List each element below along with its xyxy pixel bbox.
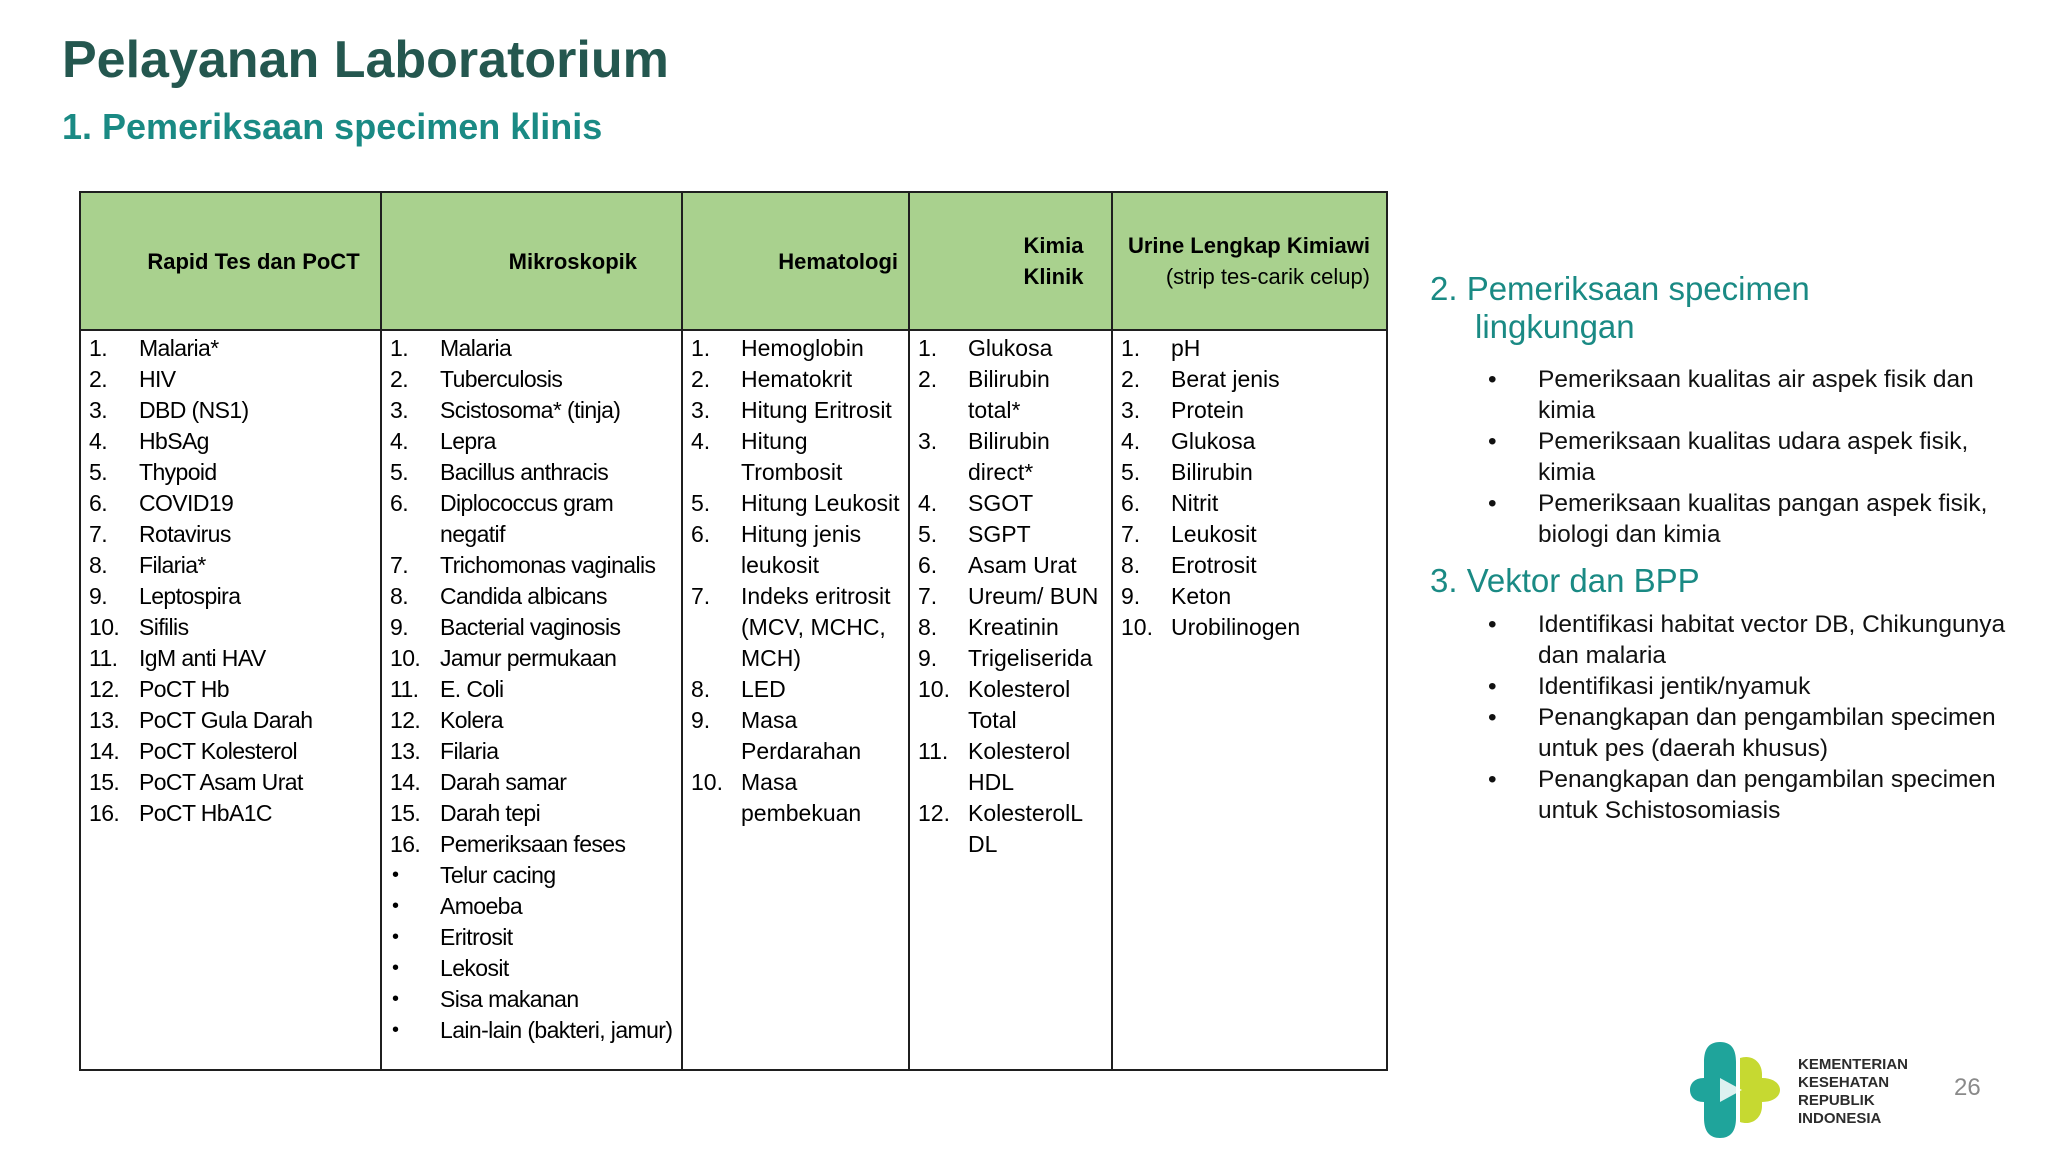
bullet-icon: • [1488, 490, 1497, 517]
page-number: 26 [1954, 1074, 1981, 1101]
item-number: 2. [89, 366, 107, 392]
item-label: Filaria [440, 738, 499, 764]
mikroskopik-item [382, 364, 681, 395]
item-label: Hitung jenis leukosit [741, 521, 862, 578]
item-label: Lekosit [440, 955, 509, 981]
item-label: PoCT Kolesterol [139, 738, 298, 764]
item-label: SGPT [968, 521, 1031, 547]
item-number: 4. [89, 428, 107, 454]
kimia-klinik-list [910, 331, 1111, 860]
item-number: 16. [390, 831, 421, 857]
mikroskopik-item [382, 395, 681, 426]
feses-subitem [382, 891, 681, 922]
item-number: 5. [89, 459, 107, 485]
kimia-item [910, 364, 1111, 426]
section-2-list [1488, 364, 2008, 550]
item-label: Bacterial vaginosis [440, 614, 621, 640]
item-label: Amoeba [440, 893, 523, 919]
urine-item [1113, 488, 1386, 519]
item-label: HIV [139, 366, 176, 392]
item-label: Masa Perdarahan [741, 707, 862, 764]
section-3-list [1488, 609, 2008, 826]
section2-item [1488, 426, 2008, 488]
item-label: Nitrit [1171, 490, 1219, 516]
bullet-icon: • [392, 895, 399, 917]
mikroskopik-item [382, 736, 681, 767]
urine-item [1113, 581, 1386, 612]
item-label: Urobilinogen [1171, 614, 1301, 640]
item-label: Protein [1171, 397, 1244, 423]
item-label: Sifilis [139, 614, 189, 640]
hematologi-item [683, 705, 908, 767]
item-label: Tuberculosis [440, 366, 563, 392]
item-label: Indeks eritrosit (MCV, MCHC, MCH) [741, 583, 891, 671]
hematologi-item [683, 767, 908, 829]
hematologi-item [683, 333, 908, 364]
item-number: 9. [918, 645, 938, 671]
item-label: Lain-lain (bakteri, jamur) [440, 1017, 673, 1043]
item-number: 5. [1121, 459, 1141, 485]
item-label: Candida albicans [440, 583, 607, 609]
mikroskopik-item [382, 798, 681, 829]
item-label: Kolera [440, 707, 503, 733]
kimia-item [910, 612, 1111, 643]
cell-rapid-test [80, 330, 381, 1070]
item-number: 11. [390, 676, 419, 702]
hematologi-item [683, 674, 908, 705]
bullet-icon: • [392, 988, 399, 1010]
item-label: Malaria* [139, 335, 219, 361]
item-number: 10. [390, 645, 421, 671]
item-label: Rotavirus [139, 521, 231, 547]
item-text: Identifikasi habitat vector DB, Chikungunya dan malaria [1538, 611, 2006, 669]
urine-item [1113, 612, 1386, 643]
item-number: 8. [89, 552, 107, 578]
item-number: 4. [918, 490, 938, 516]
item-label: Pemeriksaan feses [440, 831, 626, 857]
item-label: Jamur permukaan [440, 645, 617, 671]
item-label: Bilirubin total* [968, 366, 1050, 423]
feses-subitem [382, 984, 681, 1015]
item-label: Hitung Eritrosit [741, 397, 892, 423]
item-number: 9. [691, 707, 711, 733]
bullet-icon: • [392, 926, 399, 948]
kimia-item [910, 333, 1111, 364]
section-2-heading: 2. Pemeriksaan specimen lingkungan [1430, 270, 1810, 345]
feses-subitem [382, 922, 681, 953]
item-number: 9. [1121, 583, 1141, 609]
item-number: 14. [390, 769, 421, 795]
bullet-icon: • [392, 864, 399, 886]
section2-item [1488, 488, 2008, 550]
item-text: Pemeriksaan kualitas udara aspek fisik, kimia [1538, 428, 1969, 486]
item-number: 2. [691, 366, 711, 392]
feses-subitem [382, 1015, 681, 1046]
hematologi-list [683, 331, 908, 829]
item-text: Identifikasi jentik/nyamuk [1538, 673, 1811, 700]
item-label: Hitung Trombosit [741, 428, 843, 485]
mikroskopik-list [382, 331, 681, 860]
rapid-test-item [81, 457, 380, 488]
item-number: 1. [89, 335, 107, 361]
bullet-icon: • [1488, 704, 1497, 731]
item-label: Malaria [440, 335, 512, 361]
item-number: 1. [390, 335, 408, 361]
kemenkes-logo-icon [1690, 1040, 1780, 1140]
urine-item [1113, 333, 1386, 364]
item-label: COVID19 [139, 490, 234, 516]
item-number: 13. [390, 738, 421, 764]
mikroskopik-item [382, 829, 681, 860]
item-number: 14. [89, 738, 120, 764]
rapid-test-item [81, 736, 380, 767]
item-label: Scistosoma* (tinja) [440, 397, 621, 423]
item-number: 2. [390, 366, 408, 392]
hematologi-item [683, 488, 908, 519]
item-number: 7. [691, 583, 711, 609]
item-number: 6. [691, 521, 711, 547]
header-mikroskopik: Mikroskopik [381, 192, 682, 330]
page-title: Pelayanan Laboratorium [62, 31, 669, 89]
item-label: SGOT [968, 490, 1034, 516]
rapid-test-list [81, 331, 380, 829]
hematologi-item [683, 581, 908, 674]
kimia-item [910, 550, 1111, 581]
section3-item [1488, 671, 2008, 702]
item-label: Trigeliserida [968, 645, 1093, 671]
item-number: 1. [918, 335, 938, 361]
rapid-test-item [81, 705, 380, 736]
item-label: Sisa makanan [440, 986, 579, 1012]
mikroskopik-item [382, 674, 681, 705]
header-kimia-klinik: Kimia Klinik [909, 192, 1112, 330]
table-header-row [80, 192, 1387, 330]
rapid-test-item [81, 612, 380, 643]
lab-services-table [79, 191, 1388, 1071]
item-number: 12. [89, 676, 120, 702]
mikroskopik-item [382, 333, 681, 364]
cell-mikroskopik [381, 330, 682, 1070]
kimia-item [910, 736, 1111, 798]
item-number: 15. [390, 800, 421, 826]
item-label: Bacillus anthracis [440, 459, 609, 485]
item-label: Glukosa [1171, 428, 1256, 454]
mikroskopik-item [382, 612, 681, 643]
bullet-icon: • [1488, 366, 1497, 393]
item-label: LED [741, 676, 786, 702]
item-number: 13. [89, 707, 120, 733]
bullet-icon: • [1488, 766, 1497, 793]
item-number: 10. [918, 676, 950, 702]
table-body-row [80, 330, 1387, 1070]
item-number: 5. [390, 459, 408, 485]
item-label: Darah tepi [440, 800, 541, 826]
item-label: Kreatinin [968, 614, 1059, 640]
item-number: 3. [691, 397, 711, 423]
item-label: Asam Urat [968, 552, 1077, 578]
kimia-item [910, 581, 1111, 612]
rapid-test-item [81, 581, 380, 612]
item-label: Bilirubin direct* [968, 428, 1050, 485]
urine-item [1113, 364, 1386, 395]
item-label: Masa pembekuan [741, 769, 862, 826]
feses-subitem [382, 953, 681, 984]
item-label: HbSAg [139, 428, 209, 454]
item-number: 5. [918, 521, 938, 547]
item-text: Penangkapan dan pengambilan specimen untuk Schistosomiasis [1538, 766, 1996, 824]
item-label: IgM anti HAV [139, 645, 266, 671]
item-number: 2. [1121, 366, 1141, 392]
cell-urine [1112, 330, 1387, 1070]
urine-item [1113, 457, 1386, 488]
logo-text: KEMENTERIAN KESEHATAN REPUBLIK INDONESIA [1798, 1056, 1909, 1127]
item-number: 3. [918, 428, 938, 454]
item-number: 6. [1121, 490, 1141, 516]
item-label: Kolesterol Total [968, 676, 1071, 733]
mikroskopik-item [382, 767, 681, 798]
item-number: 9. [89, 583, 107, 609]
item-number: 11. [89, 645, 118, 671]
item-label: Glukosa [968, 335, 1053, 361]
item-number: 12. [390, 707, 421, 733]
kimia-item [910, 426, 1111, 488]
item-label: Keton [1171, 583, 1232, 609]
urine-item [1113, 395, 1386, 426]
item-number: 8. [1121, 552, 1141, 578]
item-number: 4. [1121, 428, 1141, 454]
item-number: 6. [918, 552, 938, 578]
item-text: Penangkapan dan pengambilan specimen untuk pes (daerah khusus) [1538, 704, 1996, 762]
mikroskopik-item [382, 488, 681, 550]
mikroskopik-item [382, 581, 681, 612]
item-label: Berat jenis [1171, 366, 1280, 392]
item-label: Diplococcus gram negatif [440, 490, 614, 547]
cell-kimia-klinik [909, 330, 1112, 1070]
item-label: Kolesterol HDL [968, 738, 1071, 795]
item-number: 7. [390, 552, 408, 578]
item-number: 7. [1121, 521, 1141, 547]
bullet-icon: • [392, 957, 399, 979]
item-number: 3. [390, 397, 408, 423]
hematologi-item [683, 519, 908, 581]
item-label: PoCT HbA1C [139, 800, 272, 826]
kimia-item [910, 519, 1111, 550]
item-number: 8. [918, 614, 938, 640]
rapid-test-item [81, 643, 380, 674]
item-label: DBD (NS1) [139, 397, 249, 423]
item-number: 3. [1121, 397, 1141, 423]
kimia-item [910, 798, 1111, 860]
item-number: 10. [691, 769, 723, 795]
item-number: 6. [390, 490, 408, 516]
item-label: Hematokrit [741, 366, 853, 392]
item-number: 9. [390, 614, 408, 640]
item-label: Ureum/ BUN [968, 583, 1099, 609]
item-number: 7. [918, 583, 938, 609]
feses-subitem [382, 860, 681, 891]
item-number: 15. [89, 769, 120, 795]
item-number: 1. [1121, 335, 1141, 361]
rapid-test-item [81, 798, 380, 829]
item-label: Thypoid [139, 459, 217, 485]
section3-item [1488, 764, 2008, 826]
hematologi-item [683, 426, 908, 488]
section-1-heading: 1. Pemeriksaan specimen klinis [62, 106, 603, 147]
item-label: E. Coli [440, 676, 504, 702]
urine-item [1113, 519, 1386, 550]
section3-item [1488, 609, 2008, 671]
item-text: Pemeriksaan kualitas air aspek fisik dan kimia [1538, 366, 1974, 424]
header-rapid-test: Rapid Tes dan PoCT [80, 192, 381, 330]
kimia-item [910, 643, 1111, 674]
rapid-test-item [81, 674, 380, 705]
rapid-test-item [81, 550, 380, 581]
rapid-test-item [81, 519, 380, 550]
feses-sublist [382, 860, 681, 1046]
item-label: Trichomonas vaginalis [440, 552, 656, 578]
urine-item [1113, 426, 1386, 457]
cell-hematologi [682, 330, 909, 1070]
item-number: 8. [390, 583, 408, 609]
item-label: Leukosit [1171, 521, 1257, 547]
item-number: 16. [89, 800, 120, 826]
mikroskopik-item [382, 550, 681, 581]
mikroskopik-item [382, 426, 681, 457]
header-hematologi: Hematologi [682, 192, 909, 330]
mikroskopik-item [382, 643, 681, 674]
item-number: 4. [390, 428, 408, 454]
item-number: 10. [89, 614, 120, 640]
item-label: PoCT Asam Urat [139, 769, 303, 795]
item-number: 3. [89, 397, 107, 423]
section-3-heading: 3. Vektor dan BPP [1430, 562, 1700, 599]
item-label: Hitung Leukosit [741, 490, 900, 516]
mikroskopik-item [382, 457, 681, 488]
item-label: Bilirubin [1171, 459, 1253, 485]
item-label: Leptospira [139, 583, 241, 609]
bullet-icon: • [1488, 611, 1497, 638]
mikroskopik-item [382, 705, 681, 736]
rapid-test-item [81, 488, 380, 519]
section2-item [1488, 364, 2008, 426]
item-label: pH [1171, 335, 1201, 361]
item-number: 8. [691, 676, 711, 702]
bullet-icon: • [392, 1019, 399, 1041]
item-number: 1. [691, 335, 711, 361]
kimia-item [910, 674, 1111, 736]
hematologi-item [683, 395, 908, 426]
item-number: 2. [918, 366, 938, 392]
item-label: PoCT Gula Darah [139, 707, 313, 733]
bullet-icon: • [1488, 428, 1497, 455]
hematologi-item [683, 364, 908, 395]
item-label: KolesterolL DL [968, 800, 1083, 857]
urine-item [1113, 550, 1386, 581]
item-label: Darah samar [440, 769, 567, 795]
rapid-test-item [81, 395, 380, 426]
urine-list [1113, 331, 1386, 643]
rapid-test-item [81, 426, 380, 457]
item-label: Filaria* [139, 552, 206, 578]
item-number: 5. [691, 490, 711, 516]
item-label: Lepra [440, 428, 496, 454]
item-label: Hemoglobin [741, 335, 864, 361]
bullet-icon: • [1488, 673, 1497, 700]
section3-item [1488, 702, 2008, 764]
item-label: Telur cacing [440, 862, 556, 888]
item-number: 4. [691, 428, 711, 454]
item-number: 12. [918, 800, 950, 826]
rapid-test-item [81, 333, 380, 364]
item-text: Pemeriksaan kualitas pangan aspek fisik, biologi dan kimia [1538, 490, 1988, 548]
item-number: 11. [918, 738, 949, 764]
item-number: 7. [89, 521, 107, 547]
item-label: Eritrosit [440, 924, 513, 950]
item-label: Erotrosit [1171, 552, 1257, 578]
item-number: 10. [1121, 614, 1153, 640]
item-label: PoCT Hb [139, 676, 229, 702]
item-number: 6. [89, 490, 107, 516]
rapid-test-item [81, 364, 380, 395]
kimia-item [910, 488, 1111, 519]
header-urine: Urine Lengkap Kimiawi (strip tes-carik celup) [1112, 192, 1387, 330]
rapid-test-item [81, 767, 380, 798]
